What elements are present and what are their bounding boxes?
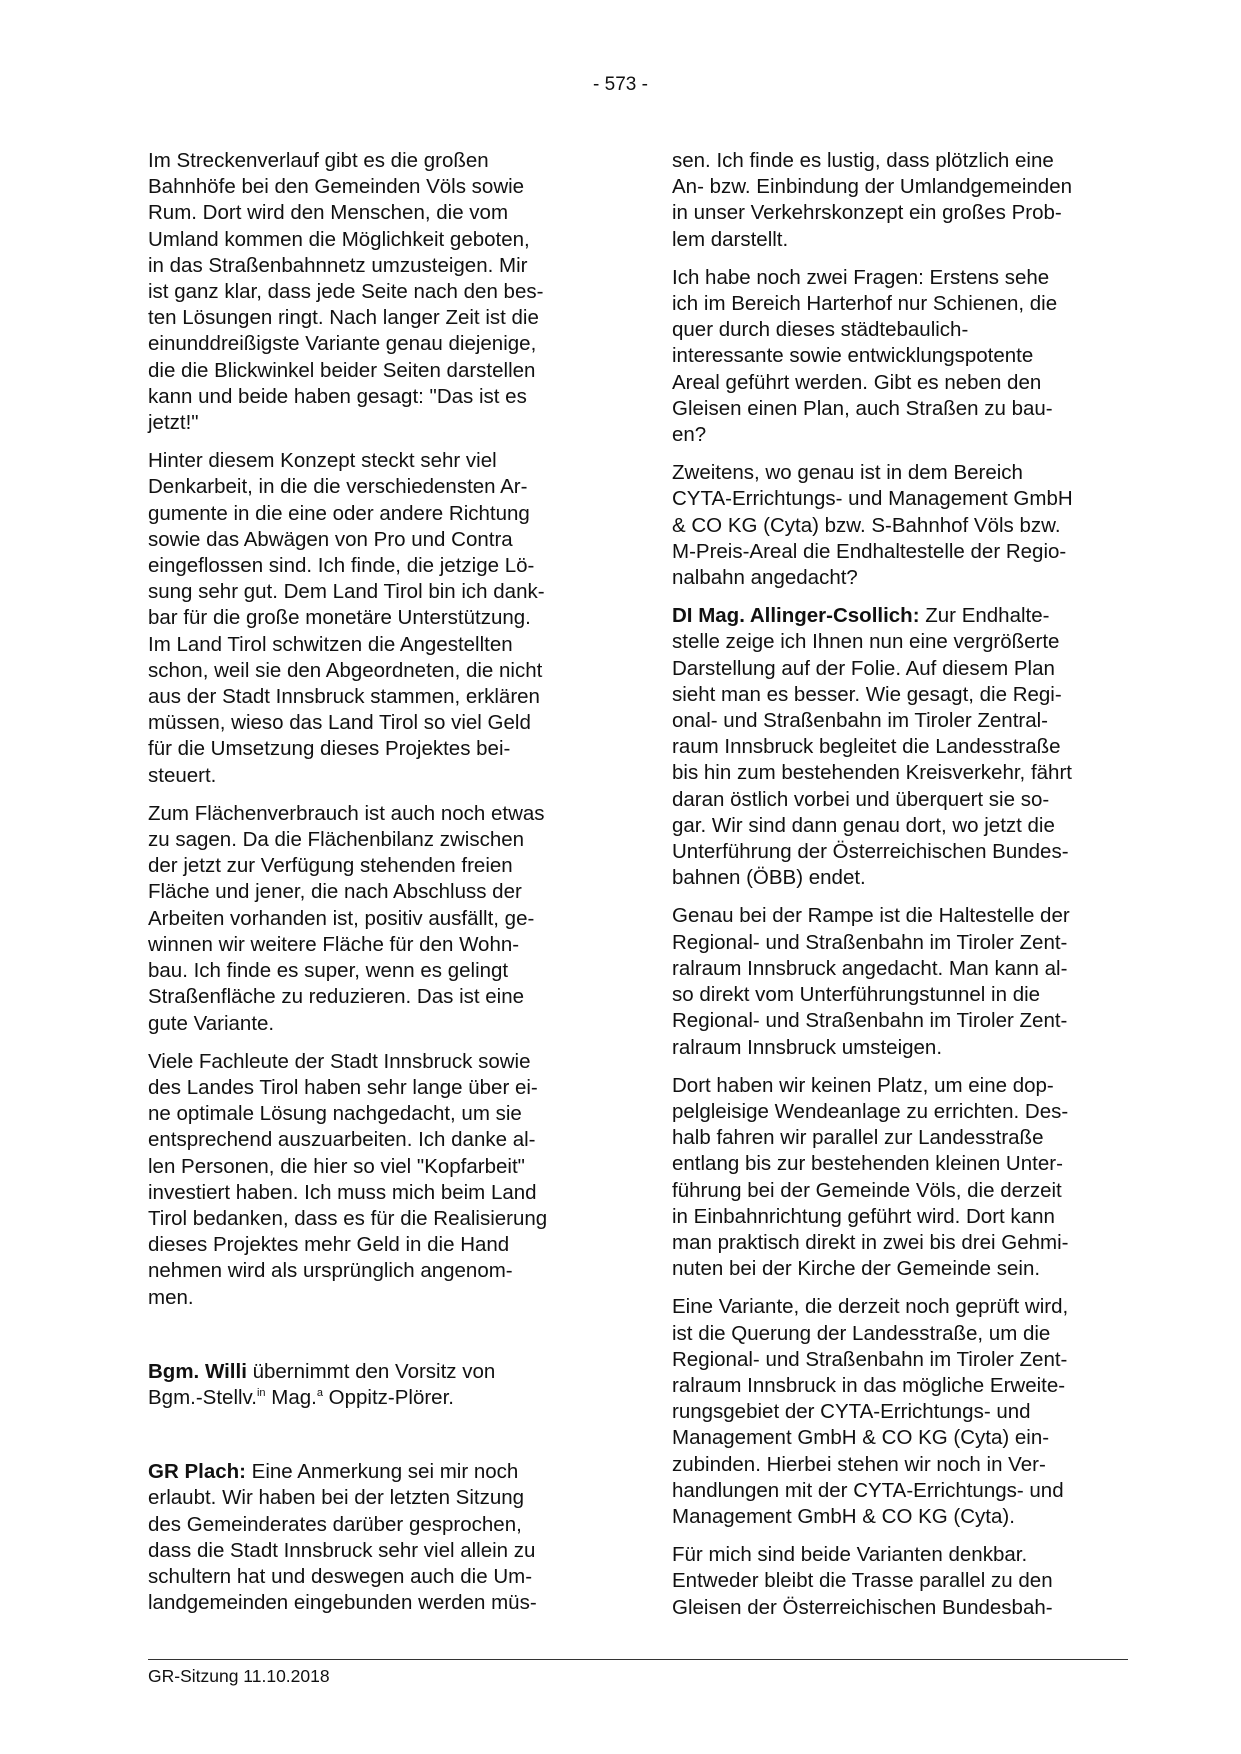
paragraph: Dort haben wir keinen Platz, um eine dop- pelgleisige Wendeanlage zu errichten. Des- halb fahren wir parallel zur Landesstraße entlang bis zur bestehenden kleinen Unter- führung bei der Gemeinde Völs, die derzeit in Einbahnrichtung geführt wird. Dort kann man praktisch direkt in zwei bis drei Gehmi- nuten bei der Kirche der Gemeinde sein. — [672, 1073, 1069, 1281]
paragraph: Im Streckenverlauf gibt es die großen Bahnhöfe bei den Gemeinden Völs sowie Rum. Dort wird den Menschen, die vom Umland kommen die Möglichkeit geboten, in das Straßenbahnnetz umzusteigen. Mir ist ganz klar, dass jede Seite nach den bes- ten Lösungen ringt. Nach langer Zeit ist die einunddreißigste Variante genau diejenige, die die Blickwinkel beider Seiten darstellen kann und beide haben gesagt: "Das ist es jetzt!" — [148, 149, 544, 435]
paragraph: Für mich sind beide Varianten denkbar. Entweder bleibt die Trasse parallel zu den Gleisen der Österreichischen Bundesbah- — [672, 1543, 1053, 1619]
chair-text: übernimmt den Vorsitz von Bgm.-Stellv. — [148, 1359, 496, 1409]
speech-allinger — [672, 603, 1127, 891]
superscript: in — [256, 1387, 266, 1400]
chair-text: Mag. — [265, 1385, 317, 1409]
chair-text: Oppitz-Plörer. — [322, 1385, 454, 1409]
paragraph: Zum Flächenverbrauch ist auch noch etwas zu sagen. Da die Flächenbilanz zwischen der jetzt zur Verfügung stehenden freien Fläche und jener, die nach Abschluss der Arbeiten vorhanden ist, positiv ausfällt, ge- winnen wir weitere Fläche für den Wohn- bau. Ich finde es super, wenn es gelingt Straßenfläche zu reduzieren. Das ist eine gute Variante. — [148, 801, 545, 1035]
speaker-name: GR Plach: — [148, 1460, 246, 1484]
paragraph: Hinter diesem Konzept steckt sehr viel Denkarbeit, in die die verschiedensten Ar- gumente in die eine oder andere Richtung sowie das Abwägen von Pro und Contra eingeflossen sind. Ich finde, die jetzige Lö- sung sehr gut. Dem Land Tirol bin ich dank- bar für die große monetäre Unterstützung. Im Land Tirol schwitzen die Angestellten schon, weil sie den Abgeordneten, die nicht aus der Stadt Innsbruck stammen, erklären müssen, wieso das Land Tirol so viel Geld für die Umsetzung dieses Projektes bei- steuert. — [148, 449, 545, 787]
page-number: - 573 - — [593, 74, 648, 95]
speaker-name: Bgm. Willi — [148, 1359, 247, 1383]
paragraph: Ich habe noch zwei Fragen: Erstens sehe ich im Bereich Harterhof nur Schienen, die quer durch dieses städtebaulich- interessante sowie entwicklungspotente Areal geführt werden. Gibt es neben den Gleisen einen Plan, auch Straßen zu bau- en? — [672, 265, 1058, 447]
speech-text: Zur Endhalte- stelle zeige ich Ihnen nun eine vergrößerte Darstellung auf der Folie. Auf diesem Plan sieht man es besser. Wie gesagt, die Regi- onal- und Straßenbahn im Tiroler Zentral- raum Innsbruck begleitet die Landesstraße bis hin zum bestehenden Kreisverkehr, fährt daran östlich vorbei und überquert sie so- gar. Wir sind dann genau dort, wo jetzt die Unterführung der Österreichischen Bundes- bahnen (ÖBB) endet. — [672, 604, 1072, 890]
left-column — [148, 148, 603, 1628]
paragraph: Eine Variante, die derzeit noch geprüft wird, ist die Querung der Landesstraße, um die Regional- und Straßenbahn im Tiroler Zent- ralraum Innsbruck in das mögliche Erweite- rungsgebiet der CYTA-Errichtungs- und Management GmbH & CO KG (Cyta) ein- zubinden. Hierbei stehen wir noch in Ver- handlungen mit der CYTA-Errichtungs- und Management GmbH & CO KG (Cyta). — [672, 1295, 1069, 1528]
paragraph: Viele Fachleute der Stadt Innsbruck sowie des Landes Tirol haben sehr lange über ei- ne optimale Lösung nachgedacht, um sie entsprechend auszuarbeiten. Ich danke al- len Personen, die hier so viel "Kopfarbeit" investiert haben. Ich muss mich beim Land Tirol bedanken, dass es für die Realisierung dieses Projektes mehr Geld in die Hand nehmen wird als ursprünglich angenom- men. — [148, 1049, 548, 1309]
paragraph: Genau bei der Rampe ist die Haltestelle der Regional- und Straßenbahn im Tiroler Zent- ralraum Innsbruck angedacht. Man kann al- so direkt vom Unterführungstunnel in die Regional- und Straßenbahn im Tiroler Zent- ralraum Innsbruck umsteigen. — [672, 904, 1070, 1059]
paragraph: Zweitens, wo genau ist in dem Bereich CYTA-Errichtungs- und Management GmbH & CO KG (Cyta) bzw. S-Bahnhof Völs bzw. M-Preis-Areal die Endhaltestelle der Regio- nalbahn angedacht? — [672, 461, 1073, 590]
speaker-name: DI Mag. Allinger-Csollich: — [672, 604, 920, 628]
chair-change-note — [148, 1359, 603, 1411]
superscript: a — [316, 1387, 323, 1400]
paragraph: sen. Ich finde es lustig, dass plötzlich eine An- bzw. Einbindung der Umlandgemeinden in unser Verkehrskonzept ein großes Prob- lem darstellt. — [672, 149, 1073, 251]
speech-text: Eine Anmerkung sei mir noch erlaubt. Wir haben bei der letzten Sitzung des Gemeinderates darüber gesprochen, dass die Stadt Innsbruck sehr viel allein zu schultern hat und deswegen auch die Um- landgemeinden eingebunden werden müs- — [148, 1460, 537, 1615]
right-column — [672, 148, 1127, 1633]
speech-plach — [148, 1459, 603, 1616]
footer-session-label: GR-Sitzung 11.10.2018 — [148, 1666, 330, 1686]
footer-divider — [148, 1659, 1128, 1660]
